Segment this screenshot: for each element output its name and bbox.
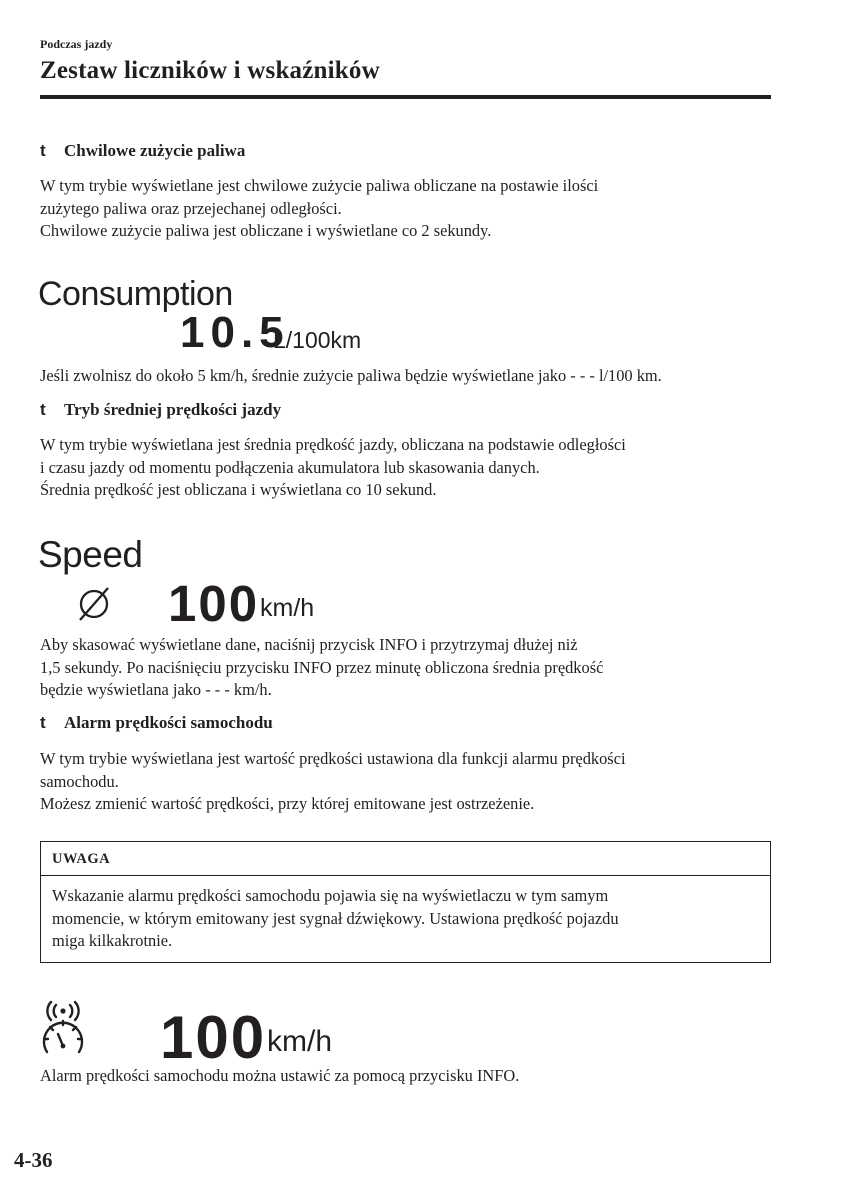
note-body [41, 876, 757, 953]
text-line: samochodu. [40, 771, 119, 791]
page-title: Zestaw liczników i wskaźników [40, 57, 380, 84]
alarm-description [40, 748, 775, 816]
section-label: Podczas jazdy [40, 37, 113, 51]
speed-alarm-icon [38, 1000, 88, 1060]
display-unit-consumption: L/100km [273, 327, 362, 353]
page-number: 4-36 [14, 1148, 53, 1172]
display-value-speed-alarm: 100 [160, 1004, 267, 1071]
heading-text: Alarm prędkości samochodu [64, 713, 273, 732]
note-title: UWAGA [41, 842, 770, 876]
alarm-after-note: Alarm prędkości samochodu można ustawić za pomocą przycisku INFO. [40, 1066, 520, 1085]
text-line: Możesz zmienić wartość prędkości, przy której emitowane jest ostrzeżenie. [40, 794, 535, 813]
note-box [40, 841, 771, 963]
text-line: Średnia prędkość jest obliczana i wyświetlana co 10 sekund. [40, 480, 437, 499]
text-line: W tym trybie wyświetlane jest chwilowe zużycie paliwa obliczane na postawie ilości [40, 176, 599, 195]
text-line: zużytego paliwa oraz przejechanej odległości. [40, 198, 342, 218]
instant-after-note: Jeśli zwolnisz do około 5 km/h, średnie zużycie paliwa będzie wyświetlane jako - - - l/100 km. [40, 366, 662, 385]
avg-speed-description [40, 434, 775, 502]
bullet-marker: t [40, 400, 46, 419]
bullet-marker: t [40, 713, 46, 732]
heading-instant-consumption [40, 141, 245, 161]
text-line: i czasu jazdy od momentu podłączenia akumulatora lub skasowania danych. [40, 457, 540, 477]
text-line: Chwilowe zużycie paliwa jest obliczane i wyświetlane co 2 sekundy. [40, 221, 492, 240]
heading-text: Chwilowe zużycie paliwa [64, 141, 246, 160]
display-unit-speed-alarm: km/h [267, 1025, 333, 1058]
text-line: 1,5 sekundy. Po naciśnięciu przycisku INFO przez minutę obliczona średnia prędkość [40, 657, 604, 677]
text-line: będzie wyświetlana jako - - - km/h. [40, 680, 272, 699]
bullet-marker: t [40, 141, 46, 160]
avg-speed-after-note [40, 634, 775, 702]
heading-speed-alarm [40, 713, 273, 733]
instant-description [40, 175, 775, 243]
text-line: Aby skasować wyświetlane dane, naciśnij przycisk INFO i przytrzymaj dłużej niż [40, 635, 578, 654]
text-line: Wskazanie alarmu prędkości samochodu pojawia się na wyświetlaczu w tym samym [52, 886, 609, 905]
display-unit-speed: km/h [260, 594, 315, 622]
text-line: W tym trybie wyświetlana jest wartość prędkości ustawiona dla funkcji alarmu prędkości [40, 749, 626, 768]
heading-text: Tryb średniej prędkości jazdy [64, 400, 282, 419]
text-line: miga kilkakrotnie. [52, 931, 173, 950]
average-symbol-icon [74, 587, 114, 621]
text-line: momencie, w którym emitowany jest sygnał dźwiękowy. Ustawiona prędkość pojazdu [52, 908, 619, 928]
title-rule [40, 95, 771, 99]
display-value-consumption: 10.5 [180, 308, 290, 357]
display-label-speed: Speed [38, 534, 143, 575]
display-label-consumption: Consumption [38, 275, 233, 313]
display-value-speed: 100 [168, 575, 260, 632]
text-line: W tym trybie wyświetlana jest średnia prędkość jazdy, obliczana na podstawie odległości [40, 435, 626, 454]
heading-average-speed [40, 400, 281, 420]
